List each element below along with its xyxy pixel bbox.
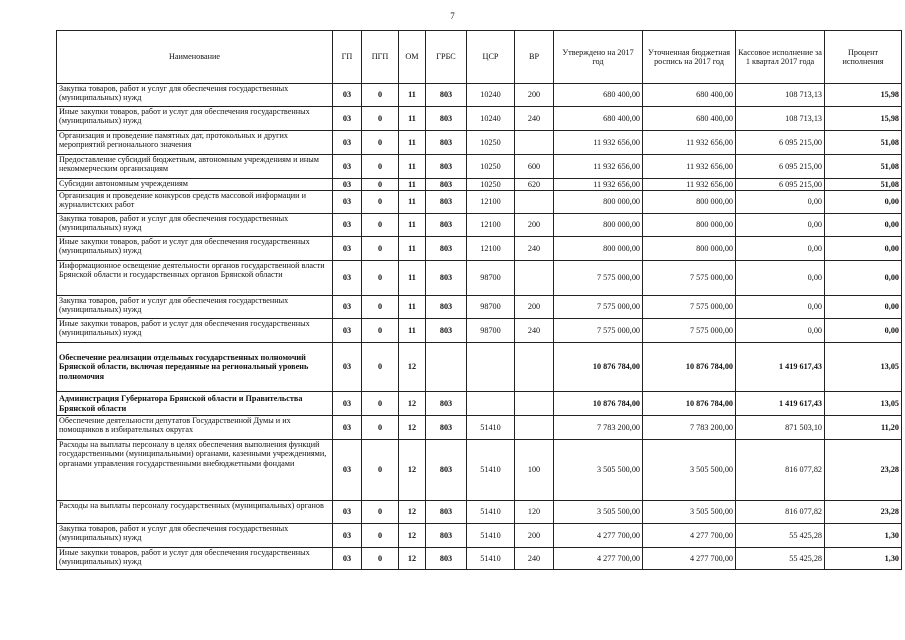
grbs-cell: 803 — [426, 548, 467, 570]
cash-cell: 0,00 — [736, 296, 825, 319]
grbs-cell: 803 — [426, 261, 467, 296]
approved-cell: 680 400,00 — [554, 107, 643, 131]
table-row — [57, 296, 902, 319]
grbs-cell — [426, 343, 467, 392]
cash-cell: 6 095 215,00 — [736, 155, 825, 179]
percent-cell: 0,00 — [825, 237, 902, 261]
refined-cell: 7 575 000,00 — [643, 261, 736, 296]
vr-cell: 240 — [515, 237, 554, 261]
gp-cell: 03 — [333, 84, 362, 107]
name-cell: Обеспечение реализации отдельных государственных полномочий Брянской области, включая переданные на региональный уровень полномочия — [57, 343, 333, 392]
gp-cell: 03 — [333, 524, 362, 548]
refined-cell: 11 932 656,00 — [643, 131, 736, 155]
om-cell: 11 — [399, 214, 426, 237]
refined-cell: 11 932 656,00 — [643, 179, 736, 191]
vr-cell: 200 — [515, 214, 554, 237]
table-row — [57, 155, 902, 179]
header-pgp: ПГП — [362, 31, 399, 84]
percent-cell: 15,98 — [825, 107, 902, 131]
approved-cell: 680 400,00 — [554, 84, 643, 107]
approved-cell: 11 932 656,00 — [554, 179, 643, 191]
header-refined: Уточненная бюджетная роспись на 2017 год — [643, 31, 736, 84]
vr-cell: 240 — [515, 548, 554, 570]
cash-cell: 816 077,82 — [736, 440, 825, 501]
percent-cell: 13,05 — [825, 343, 902, 392]
vr-cell — [515, 131, 554, 155]
table-row — [57, 524, 902, 548]
refined-cell: 680 400,00 — [643, 107, 736, 131]
budget-table — [56, 30, 902, 570]
vr-cell — [515, 261, 554, 296]
name-cell: Субсидии автономным учреждениям — [57, 179, 333, 191]
table-row — [57, 501, 902, 524]
header-approved: Утверждено на 2017 год — [554, 31, 643, 84]
header-om: ОМ — [399, 31, 426, 84]
grbs-cell: 803 — [426, 392, 467, 416]
gp-cell: 03 — [333, 107, 362, 131]
refined-cell: 7 783 200,00 — [643, 416, 736, 440]
csr-cell: 12100 — [467, 191, 515, 214]
cash-cell: 0,00 — [736, 191, 825, 214]
cash-cell: 1 419 617,43 — [736, 392, 825, 416]
approved-cell: 3 505 500,00 — [554, 440, 643, 501]
vr-cell — [515, 343, 554, 392]
percent-cell: 13,05 — [825, 392, 902, 416]
approved-cell: 3 505 500,00 — [554, 501, 643, 524]
vr-cell: 120 — [515, 501, 554, 524]
grbs-cell: 803 — [426, 416, 467, 440]
grbs-cell: 803 — [426, 179, 467, 191]
approved-cell: 7 783 200,00 — [554, 416, 643, 440]
csr-cell: 51410 — [467, 501, 515, 524]
gp-cell: 03 — [333, 392, 362, 416]
csr-cell: 98700 — [467, 261, 515, 296]
gp-cell: 03 — [333, 214, 362, 237]
pgp-cell: 0 — [362, 191, 399, 214]
om-cell: 12 — [399, 392, 426, 416]
percent-cell: 0,00 — [825, 296, 902, 319]
cash-cell: 6 095 215,00 — [736, 131, 825, 155]
om-cell: 12 — [399, 440, 426, 501]
table-row — [57, 84, 902, 107]
om-cell: 11 — [399, 155, 426, 179]
approved-cell: 10 876 784,00 — [554, 392, 643, 416]
gp-cell: 03 — [333, 261, 362, 296]
csr-cell: 10240 — [467, 107, 515, 131]
vr-cell — [515, 392, 554, 416]
pgp-cell: 0 — [362, 261, 399, 296]
grbs-cell: 803 — [426, 440, 467, 501]
grbs-cell: 803 — [426, 107, 467, 131]
approved-cell: 11 932 656,00 — [554, 131, 643, 155]
approved-cell: 11 932 656,00 — [554, 155, 643, 179]
grbs-cell: 803 — [426, 237, 467, 261]
table-row — [57, 343, 902, 392]
percent-cell: 0,00 — [825, 214, 902, 237]
header-csr: ЦСР — [467, 31, 515, 84]
approved-cell: 800 000,00 — [554, 237, 643, 261]
vr-cell: 620 — [515, 179, 554, 191]
csr-cell: 51410 — [467, 548, 515, 570]
pgp-cell: 0 — [362, 548, 399, 570]
name-cell: Иные закупки товаров, работ и услуг для обеспечения государственных (муниципальных) нужд — [57, 237, 333, 261]
pgp-cell: 0 — [362, 237, 399, 261]
pgp-cell: 0 — [362, 179, 399, 191]
name-cell: Закупка товаров, работ и услуг для обеспечения государственных (муниципальных) нужд — [57, 296, 333, 319]
name-cell: Обеспечение деятельности депутатов Государственной Думы и их помощников в избирательных округах — [57, 416, 333, 440]
vr-cell: 200 — [515, 296, 554, 319]
header-gp: ГП — [333, 31, 362, 84]
percent-cell: 51,08 — [825, 131, 902, 155]
gp-cell: 03 — [333, 440, 362, 501]
grbs-cell: 803 — [426, 191, 467, 214]
table-row — [57, 548, 902, 570]
pgp-cell: 0 — [362, 343, 399, 392]
approved-cell: 4 277 700,00 — [554, 524, 643, 548]
om-cell: 12 — [399, 416, 426, 440]
name-cell: Иные закупки товаров, работ и услуг для обеспечения государственных (муниципальных) нужд — [57, 548, 333, 570]
percent-cell: 1,30 — [825, 548, 902, 570]
approved-cell: 800 000,00 — [554, 214, 643, 237]
om-cell: 11 — [399, 296, 426, 319]
table-row — [57, 107, 902, 131]
grbs-cell: 803 — [426, 84, 467, 107]
approved-cell: 800 000,00 — [554, 191, 643, 214]
header-percent: Процент исполнения — [825, 31, 902, 84]
approved-cell: 4 277 700,00 — [554, 548, 643, 570]
csr-cell: 12100 — [467, 237, 515, 261]
gp-cell: 03 — [333, 179, 362, 191]
pgp-cell: 0 — [362, 155, 399, 179]
name-cell: Расходы на выплаты персоналу государственных (муниципальных) органов — [57, 501, 333, 524]
pgp-cell: 0 — [362, 524, 399, 548]
cash-cell: 0,00 — [736, 319, 825, 343]
table-row — [57, 261, 902, 296]
refined-cell: 4 277 700,00 — [643, 548, 736, 570]
percent-cell: 0,00 — [825, 261, 902, 296]
csr-cell: 10250 — [467, 155, 515, 179]
grbs-cell: 803 — [426, 501, 467, 524]
table-row — [57, 440, 902, 501]
header-row — [57, 31, 902, 84]
om-cell: 12 — [399, 501, 426, 524]
csr-cell: 51410 — [467, 440, 515, 501]
cash-cell: 55 425,28 — [736, 548, 825, 570]
table-row — [57, 392, 902, 416]
refined-cell: 3 505 500,00 — [643, 501, 736, 524]
refined-cell: 4 277 700,00 — [643, 524, 736, 548]
pgp-cell: 0 — [362, 131, 399, 155]
csr-cell: 10250 — [467, 179, 515, 191]
percent-cell: 0,00 — [825, 191, 902, 214]
gp-cell: 03 — [333, 237, 362, 261]
gp-cell: 03 — [333, 416, 362, 440]
name-cell: Иные закупки товаров, работ и услуг для обеспечения государственных (муниципальных) нужд — [57, 107, 333, 131]
percent-cell: 51,08 — [825, 179, 902, 191]
grbs-cell: 803 — [426, 319, 467, 343]
pgp-cell: 0 — [362, 440, 399, 501]
name-cell: Закупка товаров, работ и услуг для обеспечения государственных (муниципальных) нужд — [57, 214, 333, 237]
vr-cell: 600 — [515, 155, 554, 179]
refined-cell: 10 876 784,00 — [643, 392, 736, 416]
percent-cell: 15,98 — [825, 84, 902, 107]
gp-cell: 03 — [333, 501, 362, 524]
name-cell: Организация и проведение памятных дат, протокольных и других мероприятий регионального значения — [57, 131, 333, 155]
gp-cell: 03 — [333, 319, 362, 343]
table-body — [57, 84, 902, 570]
vr-cell: 240 — [515, 319, 554, 343]
page-number: 7 — [450, 11, 455, 21]
percent-cell: 11,20 — [825, 416, 902, 440]
cash-cell: 6 095 215,00 — [736, 179, 825, 191]
name-cell: Расходы на выплаты персоналу в целях обеспечения выполнения функций государственными (муниципальными) органами, казенными учреждениями, органами управления государственными внебюджетными фондами — [57, 440, 333, 501]
grbs-cell: 803 — [426, 131, 467, 155]
table-row — [57, 191, 902, 214]
name-cell: Иные закупки товаров, работ и услуг для обеспечения государственных (муниципальных) нужд — [57, 319, 333, 343]
pgp-cell: 0 — [362, 416, 399, 440]
csr-cell: 98700 — [467, 319, 515, 343]
vr-cell: 200 — [515, 84, 554, 107]
pgp-cell: 0 — [362, 501, 399, 524]
grbs-cell: 803 — [426, 524, 467, 548]
csr-cell: 12100 — [467, 214, 515, 237]
grbs-cell: 803 — [426, 214, 467, 237]
cash-cell: 0,00 — [736, 261, 825, 296]
gp-cell: 03 — [333, 548, 362, 570]
approved-cell: 7 575 000,00 — [554, 319, 643, 343]
percent-cell: 0,00 — [825, 319, 902, 343]
name-cell: Информационное освещение деятельности органов государственной власти Брянской области и государственных органов Брянской области — [57, 261, 333, 296]
name-cell: Закупка товаров, работ и услуг для обеспечения государственных (муниципальных) нужд — [57, 524, 333, 548]
csr-cell: 98700 — [467, 296, 515, 319]
gp-cell: 03 — [333, 296, 362, 319]
om-cell: 11 — [399, 191, 426, 214]
om-cell: 11 — [399, 237, 426, 261]
cash-cell: 0,00 — [736, 214, 825, 237]
percent-cell: 51,08 — [825, 155, 902, 179]
om-cell: 11 — [399, 107, 426, 131]
refined-cell: 10 876 784,00 — [643, 343, 736, 392]
refined-cell: 3 505 500,00 — [643, 440, 736, 501]
percent-cell: 1,30 — [825, 524, 902, 548]
refined-cell: 800 000,00 — [643, 237, 736, 261]
om-cell: 12 — [399, 548, 426, 570]
name-cell: Организация и проведение конкурсов средств массовой информации и журналистских работ — [57, 191, 333, 214]
csr-cell: 10240 — [467, 84, 515, 107]
gp-cell: 03 — [333, 191, 362, 214]
table-row — [57, 214, 902, 237]
cash-cell: 108 713,13 — [736, 107, 825, 131]
om-cell: 12 — [399, 343, 426, 392]
name-cell: Администрация Губернатора Брянской области и Правительства Брянской области — [57, 392, 333, 416]
refined-cell: 7 575 000,00 — [643, 319, 736, 343]
gp-cell: 03 — [333, 155, 362, 179]
header-grbs: ГРБС — [426, 31, 467, 84]
grbs-cell: 803 — [426, 296, 467, 319]
pgp-cell: 0 — [362, 319, 399, 343]
cash-cell: 871 503,10 — [736, 416, 825, 440]
refined-cell: 800 000,00 — [643, 191, 736, 214]
cash-cell: 1 419 617,43 — [736, 343, 825, 392]
csr-cell — [467, 392, 515, 416]
header-cash: Кассовое исполнение за 1 квартал 2017 года — [736, 31, 825, 84]
pgp-cell: 0 — [362, 392, 399, 416]
vr-cell: 240 — [515, 107, 554, 131]
om-cell: 11 — [399, 179, 426, 191]
refined-cell: 11 932 656,00 — [643, 155, 736, 179]
om-cell: 11 — [399, 261, 426, 296]
percent-cell: 23,28 — [825, 440, 902, 501]
refined-cell: 800 000,00 — [643, 214, 736, 237]
pgp-cell: 0 — [362, 84, 399, 107]
approved-cell: 7 575 000,00 — [554, 261, 643, 296]
budget-table-wrapper — [56, 30, 899, 570]
om-cell: 11 — [399, 84, 426, 107]
percent-cell: 23,28 — [825, 501, 902, 524]
csr-cell: 51410 — [467, 524, 515, 548]
vr-cell — [515, 416, 554, 440]
table-row — [57, 131, 902, 155]
csr-cell: 10250 — [467, 131, 515, 155]
gp-cell: 03 — [333, 343, 362, 392]
table-row — [57, 319, 902, 343]
pgp-cell: 0 — [362, 296, 399, 319]
cash-cell: 55 425,28 — [736, 524, 825, 548]
vr-cell: 100 — [515, 440, 554, 501]
csr-cell — [467, 343, 515, 392]
approved-cell: 10 876 784,00 — [554, 343, 643, 392]
om-cell: 11 — [399, 319, 426, 343]
csr-cell: 51410 — [467, 416, 515, 440]
header-vr: ВР — [515, 31, 554, 84]
vr-cell — [515, 191, 554, 214]
approved-cell: 7 575 000,00 — [554, 296, 643, 319]
gp-cell: 03 — [333, 131, 362, 155]
vr-cell: 200 — [515, 524, 554, 548]
pgp-cell: 0 — [362, 214, 399, 237]
cash-cell: 816 077,82 — [736, 501, 825, 524]
name-cell: Закупка товаров, работ и услуг для обеспечения государственных (муниципальных) нужд — [57, 84, 333, 107]
header-name: Наименование — [57, 31, 333, 84]
refined-cell: 680 400,00 — [643, 84, 736, 107]
cash-cell: 108 713,13 — [736, 84, 825, 107]
cash-cell: 0,00 — [736, 237, 825, 261]
om-cell: 11 — [399, 131, 426, 155]
pgp-cell: 0 — [362, 107, 399, 131]
grbs-cell: 803 — [426, 155, 467, 179]
name-cell: Предоставление субсидий бюджетным, автономным учреждениям и иным некоммерческим организациям — [57, 155, 333, 179]
table-row — [57, 237, 902, 261]
table-row — [57, 416, 902, 440]
refined-cell: 7 575 000,00 — [643, 296, 736, 319]
table-row — [57, 179, 902, 191]
om-cell: 12 — [399, 524, 426, 548]
